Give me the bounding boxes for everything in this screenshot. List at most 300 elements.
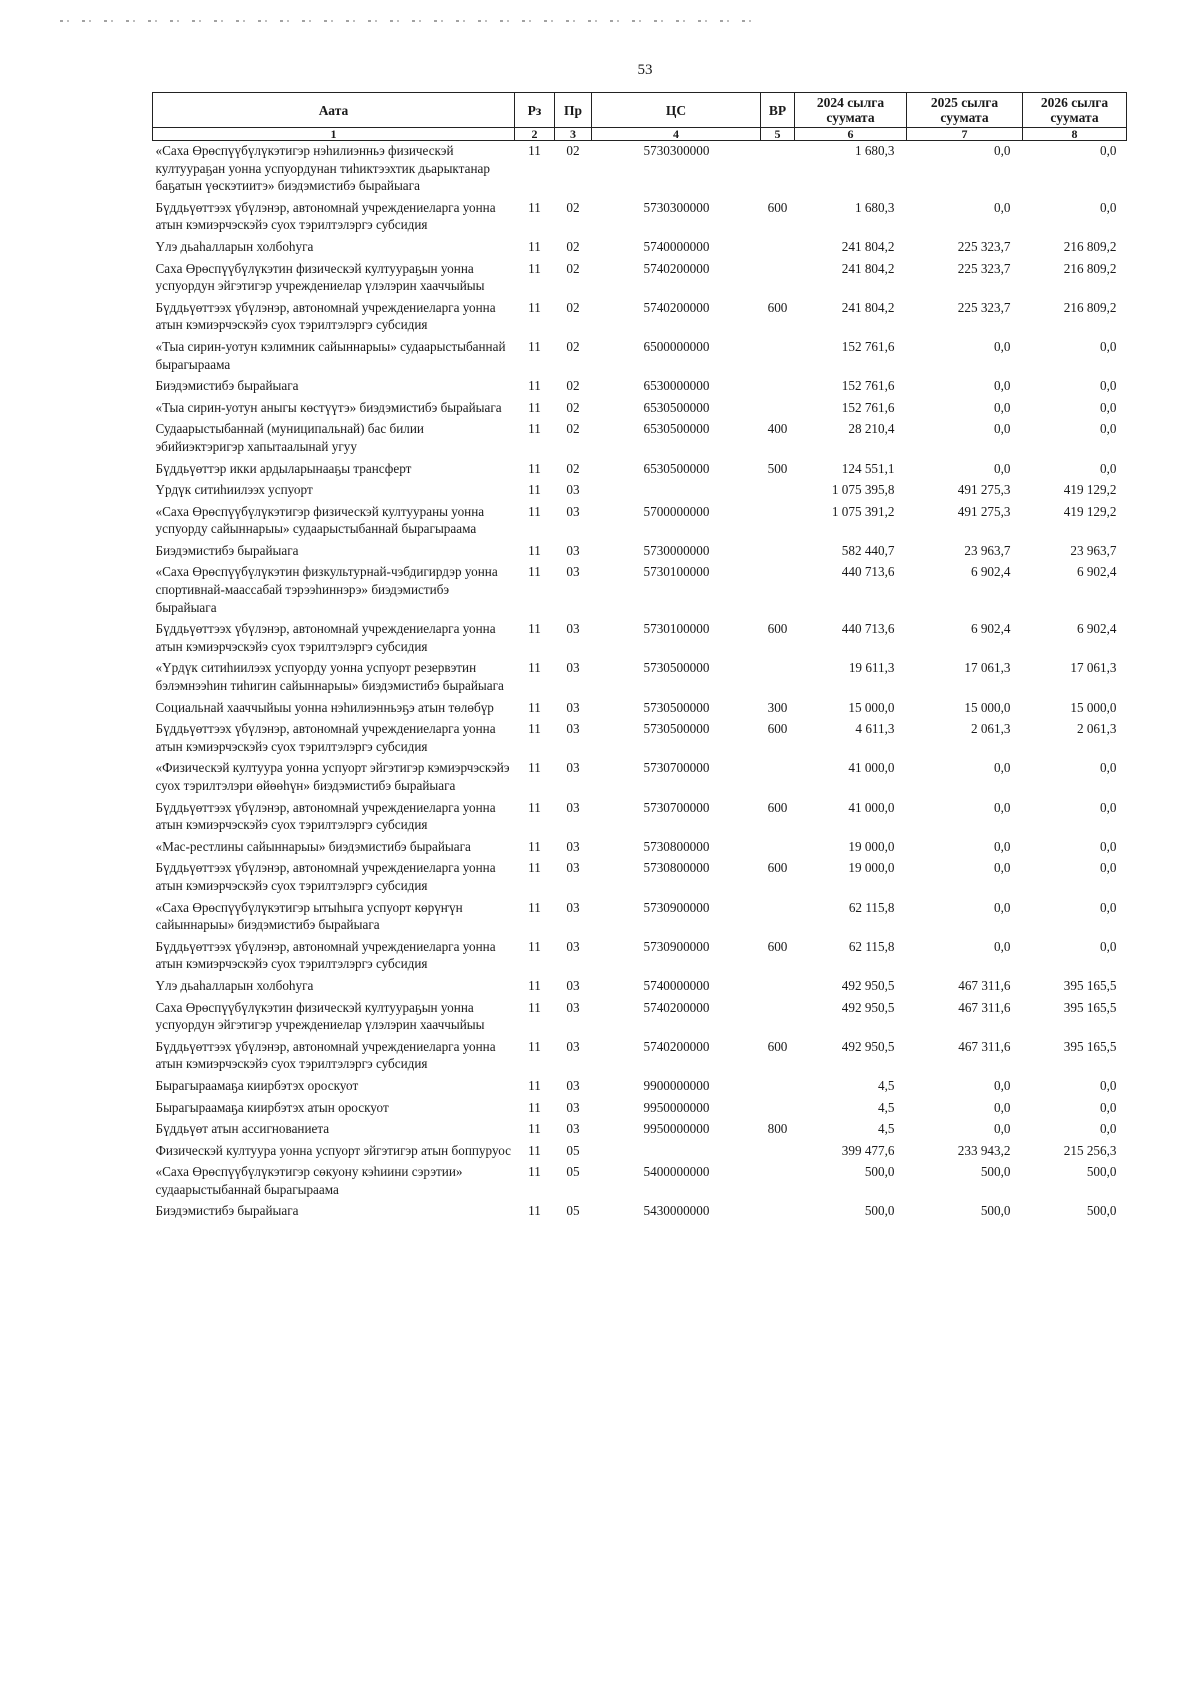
row-amount-2026: 0,0: [1100, 460, 1117, 476]
row-amount-2025: 0,0: [994, 338, 1011, 354]
row-amount-2025: 2 061,3: [970, 721, 1011, 737]
row-pr: 03: [566, 503, 580, 519]
row-amount-2026: 15 000,0: [1070, 699, 1117, 715]
row-amount-2026: 500,0: [1086, 1203, 1117, 1219]
row-amount-2024: 62 115,8: [848, 899, 895, 915]
row-amount-2026: 0,0: [1100, 399, 1117, 415]
row-cs: [592, 1141, 761, 1163]
row-amount-2026: 0,0: [1100, 338, 1117, 354]
row-amount-2025: 6 902,4: [970, 564, 1011, 580]
row-vr: [761, 1201, 795, 1223]
row-amount-2024: 1 075 391,2: [831, 503, 895, 519]
table-row: [153, 798, 1127, 837]
row-rz: 11: [528, 799, 541, 815]
row-pr: 02: [566, 421, 580, 437]
table-row: [153, 1201, 1127, 1223]
row-rz: 11: [528, 542, 541, 558]
row-amount-2025: 0,0: [994, 1099, 1011, 1115]
row-pr: 02: [566, 299, 580, 315]
row-vr: [761, 898, 795, 937]
table-row: [153, 698, 1127, 720]
header-rz: Рз: [515, 93, 555, 128]
row-amount-2026: 6 902,4: [1076, 621, 1117, 637]
row-cs: 9950000000: [643, 1121, 710, 1137]
row-pr: 03: [566, 999, 580, 1015]
table-row: [153, 1119, 1127, 1141]
row-amount-2024: 582 440,7: [841, 542, 895, 558]
row-vr: 600: [767, 621, 788, 637]
table-row: [153, 237, 1127, 259]
row-amount-2024: 15 000,0: [848, 699, 895, 715]
row-amount-2026: 0,0: [1100, 1099, 1117, 1115]
row-pr: 02: [566, 199, 580, 215]
row-pr: 02: [566, 143, 580, 158]
row-amount-2026: 500,0: [1086, 1164, 1117, 1180]
column-number: 6: [795, 128, 907, 141]
row-amount-2025: 0,0: [994, 143, 1011, 158]
row-rz: 11: [528, 399, 541, 415]
row-amount-2024: 1 680,3: [854, 143, 895, 158]
row-vr: [761, 480, 795, 502]
column-number-row: [153, 128, 1127, 141]
row-amount-2026: 0,0: [1100, 860, 1117, 876]
row-amount-2025: 0,0: [994, 1121, 1011, 1137]
budget-table: [152, 92, 1127, 1223]
row-rz: 11: [528, 503, 541, 519]
row-amount-2024: 19 611,3: [848, 660, 895, 676]
row-rz: 11: [528, 238, 541, 254]
row-pr: 03: [566, 721, 580, 737]
table-row: [153, 619, 1127, 658]
table-row: [153, 198, 1127, 237]
row-amount-2025: 467 311,6: [958, 999, 1011, 1015]
row-cs: 9900000000: [643, 1077, 710, 1093]
row-rz: 11: [528, 938, 541, 954]
row-amount-2024: 492 950,5: [841, 999, 895, 1015]
row-pr: 02: [566, 260, 580, 276]
row-cs: 5730500000: [643, 660, 710, 676]
row-amount-2026: 395 165,5: [1063, 977, 1117, 993]
table-body: [153, 141, 1127, 1224]
header-cs: ЦС: [592, 93, 761, 128]
row-amount-2026: 0,0: [1100, 899, 1117, 915]
row-name: «Саха Өрөспүүбүлүкэтигэр физическэй култуураны уонна успуорду сайыннарыы» судаарыстыбаннай бырагыраама: [155, 503, 485, 537]
row-amount-2024: 19 000,0: [848, 860, 895, 876]
row-rz: 11: [528, 760, 541, 776]
row-vr: [761, 1098, 795, 1120]
row-rz: 11: [528, 143, 541, 158]
row-name: «Саха Өрөспүүбүлүкэтигэр нэһилиэнньэ физическэй култуураҕан уонна успуордунан тиһиктээхтик дьарыктанар баҕатын үөскэтиитэ» биэдэмистибэ бырайыага: [155, 143, 490, 194]
row-amount-2026: 419 129,2: [1063, 503, 1117, 519]
row-vr: [761, 259, 795, 298]
row-amount-2026: 0,0: [1100, 1077, 1117, 1093]
row-name: «Тыа сирин-уотун аныгы көстүүтэ» биэдэмистибэ бырайыага: [155, 399, 502, 415]
row-pr: 03: [566, 542, 580, 558]
row-amount-2025: 15 000,0: [964, 699, 1011, 715]
column-number: 2: [515, 128, 555, 141]
row-cs: 6530500000: [643, 399, 710, 415]
row-amount-2025: 491 275,3: [957, 482, 1011, 498]
row-amount-2025: 0,0: [994, 899, 1011, 915]
row-rz: 11: [528, 199, 541, 215]
table-row: [153, 541, 1127, 563]
header-pr: Пр: [555, 93, 592, 128]
row-cs: 5730700000: [643, 799, 710, 815]
row-amount-2024: 19 000,0: [848, 838, 895, 854]
table-row: [153, 719, 1127, 758]
table-row: [153, 459, 1127, 481]
row-amount-2026: 216 809,2: [1063, 238, 1117, 254]
column-number: 7: [907, 128, 1023, 141]
row-pr: 03: [566, 799, 580, 815]
row-cs: 5730900000: [643, 938, 710, 954]
row-amount-2025: 0,0: [994, 460, 1011, 476]
table-row: [153, 976, 1127, 998]
row-pr: 03: [566, 1099, 580, 1115]
row-name: Бүддьүөттээх үбүлэнэр, автономнай учреждениеларга уонна атын кэмиэрчэскэйэ суох тэрилтэлэргэ субсидия: [155, 621, 496, 654]
table-row: [153, 1076, 1127, 1098]
row-name: Биэдэмистибэ бырайыага: [155, 1203, 299, 1219]
row-vr: [761, 337, 795, 376]
row-name: «Үрдүк ситиһиилээх успуорду уонна успуорт резервэтин бэлэмнээһин тиһигин сайыннарыы» биэдэмистибэ бырайыага: [155, 660, 504, 694]
row-pr: 03: [566, 699, 580, 715]
row-rz: 11: [528, 482, 541, 498]
table-row: [153, 298, 1127, 337]
row-cs: 5730800000: [643, 860, 710, 876]
row-name: Саха Өрөспүүбүлүкэтин физическэй култуураҕын уонна успуордун эйгэтигэр учреждениелар үлэлэрин хааччыйыы: [155, 260, 485, 294]
row-amount-2026: 0,0: [1100, 143, 1117, 158]
row-amount-2025: 0,0: [994, 421, 1011, 437]
row-name: Бүддьүөттээх үбүлэнэр, автономнай учреждениеларга уонна атын кэмиэрчэскэйэ суох тэрилтэлэргэ субсидия: [155, 299, 496, 333]
row-name: «Мас-рестлины сайыннарыы» биэдэмистибэ бырайыага: [155, 838, 471, 854]
row-cs: 5730100000: [643, 621, 710, 637]
row-vr: 600: [767, 721, 788, 737]
row-rz: 11: [528, 378, 541, 394]
row-cs: 6530000000: [643, 378, 710, 394]
row-amount-2026: 0,0: [1100, 199, 1117, 215]
row-cs: 5730300000: [643, 199, 710, 215]
table-row: [153, 259, 1127, 298]
row-pr: 02: [566, 399, 580, 415]
row-amount-2025: 0,0: [994, 838, 1011, 854]
row-pr: 03: [566, 1077, 580, 1093]
row-vr: [761, 976, 795, 998]
row-amount-2026: 395 165,5: [1063, 999, 1117, 1015]
row-amount-2024: 28 210,4: [848, 421, 895, 437]
row-amount-2024: 124 551,1: [841, 460, 895, 476]
row-amount-2026: 0,0: [1100, 1121, 1117, 1137]
table-row: [153, 1098, 1127, 1120]
row-vr: [761, 398, 795, 420]
row-cs: [592, 480, 761, 502]
row-amount-2025: 6 902,4: [970, 621, 1011, 637]
row-pr: 05: [566, 1164, 580, 1180]
row-name: Саха Өрөспүүбүлүкэтин физическэй култуураҕын уонна успуордун эйгэтигэр учреждениелар үлэлэрин хааччыйыы: [155, 999, 485, 1033]
row-amount-2025: 225 323,7: [957, 260, 1011, 276]
row-amount-2025: 23 963,7: [964, 542, 1011, 558]
row-vr: 500: [767, 460, 788, 476]
row-amount-2026: 395 165,5: [1063, 1038, 1117, 1054]
row-amount-2026: 6 902,4: [1076, 564, 1117, 580]
row-rz: 11: [528, 260, 541, 276]
row-name: Үлэ дьаһалларын холбоһуга: [155, 977, 314, 993]
row-cs: 9950000000: [643, 1099, 710, 1115]
row-vr: [761, 502, 795, 541]
row-name: Бүддьүөттээх үбүлэнэр, автономнай учреждениеларга уонна атын кэмиэрчэскэйэ суох тэрилтэлэргэ субсидия: [155, 199, 496, 233]
column-number: 4: [592, 128, 761, 141]
row-pr: 03: [566, 660, 580, 676]
row-rz: 11: [528, 564, 541, 580]
row-vr: 600: [767, 299, 788, 315]
row-amount-2026: 0,0: [1100, 938, 1117, 954]
row-rz: 11: [528, 460, 541, 476]
row-name: Бүддьүөттээх үбүлэнэр, автономнай учреждениеларга уонна атын кэмиэрчэскэйэ суох тэрилтэлэргэ субсидия: [155, 799, 496, 833]
row-amount-2025: 0,0: [994, 760, 1011, 776]
table-row: [153, 658, 1127, 697]
header-2024: 2024 сылга суумата: [795, 93, 907, 128]
row-name: «Саха Өрөспүүбүлүкэтигэр сөкуону кэһиини сэрэтии» судаарыстыбаннай бырагыраама: [155, 1164, 463, 1197]
table-row: [153, 898, 1127, 937]
row-amount-2025: 233 943,2: [957, 1142, 1011, 1158]
row-amount-2024: 41 000,0: [848, 760, 895, 776]
header-2026: 2026 сылга суумата: [1023, 93, 1127, 128]
row-amount-2024: 152 761,6: [841, 399, 895, 415]
row-pr: 05: [566, 1203, 580, 1219]
row-amount-2025: 467 311,6: [958, 1038, 1011, 1054]
row-vr: 600: [767, 799, 788, 815]
row-vr: [761, 998, 795, 1037]
row-name: Бүддьүөттээх үбүлэнэр, автономнай учреждениеларга уонна атын кэмиэрчэскэйэ суох тэрилтэлэргэ субсидия: [155, 721, 496, 754]
row-rz: 11: [528, 1142, 541, 1158]
row-pr: 03: [566, 860, 580, 876]
row-pr: 03: [566, 1121, 580, 1137]
row-rz: 11: [528, 1077, 541, 1093]
row-name: «Саха Өрөспүүбүлүкэтигэр ытыһыга успуорт көрүҥүн сайыннарыы» биэдэмистибэ бырайыага: [155, 899, 463, 933]
row-vr: [761, 658, 795, 697]
row-cs: 5740000000: [643, 238, 710, 254]
row-cs: 5730300000: [643, 143, 710, 158]
row-rz: 11: [528, 999, 541, 1015]
row-amount-2026: 216 809,2: [1063, 299, 1117, 315]
row-vr: 600: [767, 1038, 788, 1054]
row-amount-2024: 62 115,8: [848, 938, 895, 954]
column-number: 5: [761, 128, 795, 141]
row-name: «Тыа сирин-уотун кэлимник сайыннарыы» судаарыстыбаннай бырагыраама: [155, 338, 506, 372]
row-vr: 600: [767, 860, 788, 876]
row-cs: 5730500000: [643, 721, 710, 737]
row-vr: [761, 1076, 795, 1098]
row-rz: 11: [528, 699, 541, 715]
row-amount-2026: 2 061,3: [1076, 721, 1117, 737]
row-pr: 03: [566, 760, 580, 776]
table-row: [153, 1162, 1127, 1201]
row-vr: [761, 541, 795, 563]
row-pr: 05: [566, 1142, 580, 1158]
row-name: Физическэй култуура уонна успуорт эйгэтигэр атын боппуруос: [155, 1142, 511, 1158]
row-amount-2025: 0,0: [994, 1077, 1011, 1093]
row-vr: [761, 837, 795, 859]
table-row: [153, 376, 1127, 398]
row-pr: 03: [566, 838, 580, 854]
row-amount-2024: 4,5: [878, 1077, 895, 1093]
row-name: Бүддьүөттээх үбүлэнэр, автономнай учреждениеларга уонна атын кэмиэрчэскэйэ суох тэрилтэлэргэ субсидия: [155, 860, 496, 893]
row-vr: [761, 758, 795, 797]
table-row: [153, 758, 1127, 797]
row-amount-2024: 241 804,2: [841, 238, 895, 254]
row-vr: 600: [767, 938, 788, 954]
row-amount-2026: 216 809,2: [1063, 260, 1117, 276]
row-rz: 11: [528, 838, 541, 854]
row-name: Бүддьүөттээх үбүлэнэр, автономнай учреждениеларга уонна атын кэмиэрчэскэйэ суох тэрилтэлэргэ субсидия: [155, 938, 496, 972]
row-pr: 03: [566, 977, 580, 993]
row-cs: 6530500000: [643, 460, 710, 476]
row-rz: 11: [528, 338, 541, 354]
row-name: «Саха Өрөспүүбүлүкэтин физкультурнай-чэбдигирдэр уонна спортивнай-маассабай тэрээһиннэрэ» биэдэмистибэ бырайыага: [155, 564, 498, 615]
header-2025: 2025 сылга суумата: [907, 93, 1023, 128]
row-amount-2024: 4,5: [878, 1121, 895, 1137]
column-number: 8: [1023, 128, 1127, 141]
row-rz: 11: [528, 1099, 541, 1115]
table-row: [153, 1037, 1127, 1076]
row-amount-2026: 0,0: [1100, 838, 1117, 854]
row-vr: 300: [767, 699, 788, 715]
table-row: [153, 998, 1127, 1037]
row-amount-2024: 492 950,5: [841, 977, 895, 993]
row-amount-2025: 467 311,6: [958, 977, 1011, 993]
row-rz: 11: [528, 1203, 541, 1219]
row-rz: 11: [528, 299, 541, 315]
row-amount-2024: 399 477,6: [841, 1142, 895, 1158]
table-row: [153, 562, 1127, 619]
row-rz: 11: [528, 1121, 541, 1137]
row-cs: 5430000000: [643, 1203, 710, 1219]
row-amount-2026: 0,0: [1100, 421, 1117, 437]
row-pr: 03: [566, 564, 580, 580]
row-cs: 5730000000: [643, 542, 710, 558]
row-cs: 5730700000: [643, 760, 710, 776]
row-rz: 11: [528, 977, 541, 993]
row-name: Биэдэмистибэ бырайыага: [155, 542, 299, 558]
scan-artifact-line: [60, 20, 760, 22]
row-amount-2024: 4,5: [878, 1099, 895, 1115]
row-pr: 03: [566, 482, 580, 498]
row-cs: 5740200000: [643, 1038, 710, 1054]
table-row: [153, 398, 1127, 420]
table-row: [153, 1141, 1127, 1163]
row-cs: 5740200000: [643, 299, 710, 315]
row-amount-2026: 0,0: [1100, 760, 1117, 776]
row-rz: 11: [528, 621, 541, 637]
row-name: Судаарыстыбаннай (муниципальнай) бас билии эбийиэктэригэр хапытаалынай угуу: [155, 421, 424, 454]
row-cs: 5730500000: [643, 699, 710, 715]
row-vr: 600: [767, 199, 788, 215]
row-amount-2026: 17 061,3: [1070, 660, 1117, 676]
row-amount-2025: 225 323,7: [957, 299, 1011, 315]
row-rz: 11: [528, 660, 541, 676]
table-row: [153, 837, 1127, 859]
row-rz: 11: [528, 721, 541, 737]
row-vr: [761, 1141, 795, 1163]
row-cs: 5730900000: [643, 899, 710, 915]
row-rz: 11: [528, 899, 541, 915]
row-amount-2026: 0,0: [1100, 378, 1117, 394]
row-amount-2026: 0,0: [1100, 799, 1117, 815]
row-name: Бүддьүөттэр икки ардыларынааҕы трансферт: [155, 460, 412, 476]
row-amount-2024: 1 075 395,8: [831, 482, 895, 498]
row-amount-2024: 492 950,5: [841, 1038, 895, 1054]
table-row: [153, 337, 1127, 376]
row-amount-2024: 440 713,6: [841, 564, 895, 580]
row-name: Бүддьүөт атын ассигнованиета: [155, 1121, 330, 1137]
row-cs: 5740200000: [643, 260, 710, 276]
row-amount-2025: 500,0: [980, 1164, 1011, 1180]
row-pr: 02: [566, 460, 580, 476]
row-amount-2025: 0,0: [994, 199, 1011, 215]
row-pr: 03: [566, 899, 580, 915]
row-pr: 02: [566, 338, 580, 354]
page-number: 53: [637, 62, 653, 78]
row-amount-2025: 0,0: [994, 938, 1011, 954]
row-pr: 03: [566, 1038, 580, 1054]
row-amount-2024: 500,0: [864, 1164, 895, 1180]
row-rz: 11: [528, 1164, 541, 1180]
table-row: [153, 858, 1127, 897]
row-vr: [761, 237, 795, 259]
row-amount-2025: 0,0: [994, 399, 1011, 415]
row-amount-2024: 1 680,3: [854, 199, 895, 215]
row-vr: [761, 376, 795, 398]
table-header-row: [153, 93, 1127, 128]
row-amount-2025: 225 323,7: [957, 238, 1011, 254]
row-rz: 11: [528, 421, 541, 437]
row-amount-2024: 152 761,6: [841, 338, 895, 354]
row-cs: 5400000000: [643, 1164, 710, 1180]
row-cs: 5730800000: [643, 838, 710, 854]
row-amount-2025: 0,0: [994, 860, 1011, 876]
row-vr: 800: [767, 1121, 788, 1137]
header-vr: ВР: [761, 93, 795, 128]
row-pr: 03: [566, 938, 580, 954]
row-pr: 02: [566, 238, 580, 254]
row-amount-2026: 215 256,3: [1063, 1142, 1117, 1158]
row-name: Бүддьүөттээх үбүлэнэр, автономнай учреждениеларга уонна атын кэмиэрчэскэйэ суох тэрилтэлэргэ субсидия: [155, 1038, 496, 1072]
row-amount-2024: 241 804,2: [841, 260, 895, 276]
row-amount-2026: 419 129,2: [1063, 482, 1117, 498]
table-row: [153, 937, 1127, 976]
row-name: Үрдүк ситиһиилээх успуорт: [155, 482, 313, 498]
row-cs: 5740000000: [643, 977, 710, 993]
row-name: Биэдэмистибэ бырайыага: [155, 378, 299, 394]
row-amount-2024: 152 761,6: [841, 378, 895, 394]
row-amount-2024: 440 713,6: [841, 621, 895, 637]
row-name: Бырагыраамаҕа киирбэтэх атын ороскуот: [155, 1099, 389, 1115]
row-name: «Физическэй култуура уонна успуорт эйгэтигэр кэмиэрчэскэйэ суох тэрилтэлэри өйөөһүн» биэдэмистибэ бырайыага: [155, 760, 510, 793]
row-vr: [761, 562, 795, 619]
row-pr: 03: [566, 621, 580, 637]
row-name: Социальнай хааччыйыы уонна нэһилиэнньэҕэ атын төлөбүр: [155, 699, 494, 715]
row-cs: 5700000000: [643, 503, 710, 519]
row-rz: 11: [528, 860, 541, 876]
row-amount-2025: 17 061,3: [964, 660, 1011, 676]
row-vr: [761, 141, 795, 198]
row-name: Үлэ дьаһалларын холбоһуга: [155, 238, 314, 254]
row-pr: 02: [566, 378, 580, 394]
row-cs: 5730100000: [643, 564, 710, 580]
row-amount-2026: 23 963,7: [1070, 542, 1117, 558]
row-cs: 5740200000: [643, 999, 710, 1015]
row-name: Бырагыраамаҕа киирбэтэх ороскуот: [155, 1077, 359, 1093]
row-rz: 11: [528, 1038, 541, 1054]
